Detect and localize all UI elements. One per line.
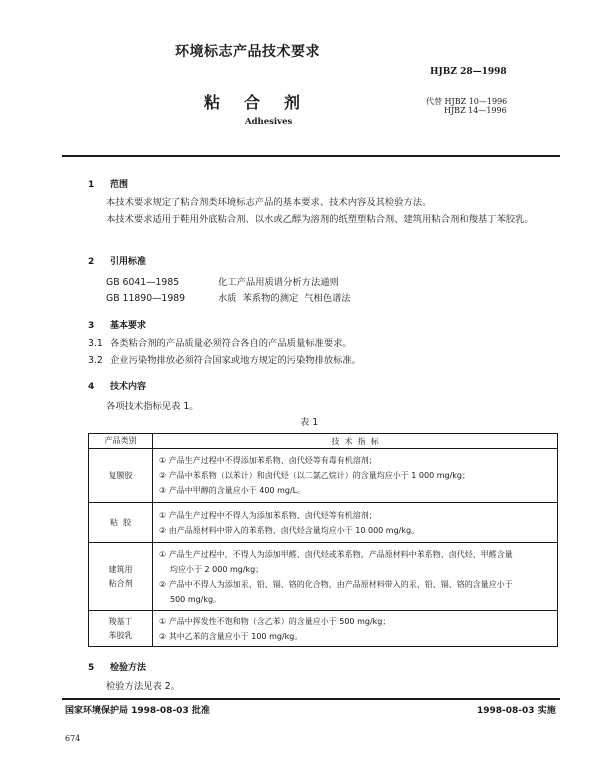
- section-5-heading: [88, 660, 146, 673]
- table-row: [89, 503, 558, 543]
- section-5-intro: 检验方法见表 2。: [106, 681, 180, 692]
- category-label: 粘合剂: [108, 578, 133, 588]
- header-divider: [62, 155, 560, 157]
- section-3-heading: [88, 318, 146, 331]
- technical-requirements-table: [88, 433, 558, 647]
- reference-name: 化工产品用质谱分析方法通则: [218, 277, 339, 288]
- product-category-cell: [89, 503, 153, 543]
- section-2-heading: [88, 254, 146, 267]
- requirements-cell: [153, 503, 558, 543]
- section-4-title: 技术内容: [110, 382, 147, 392]
- product-category-cell: [89, 449, 153, 503]
- reference-code: GB 11890—1989: [106, 293, 186, 304]
- product-name-cn: 粘合剂: [204, 93, 325, 112]
- requirement-number: 3.2: [88, 355, 103, 366]
- product-name-en: Adhesives: [245, 117, 293, 127]
- requirement-line: ① 产品生产过程中不得添加苯系物、卤代烃等有毒有机溶剂；: [159, 456, 377, 465]
- requirement-text: 企业污染物排放必须符合国家或地方规定的污染物排放标准。: [110, 355, 362, 366]
- reference-name: 水质 苯系物的测定 气相色谱法: [218, 293, 351, 304]
- section-4-heading: [88, 379, 146, 392]
- category-label: 苯胶乳: [108, 630, 133, 640]
- replaces-code-1: HJBZ 10—1996: [444, 97, 508, 106]
- requirement-line: ② 产品中苯系物（以苯计）和卤代烃（以二氯乙烷计）的含量均应小于 1 000 mg/kg；: [159, 471, 470, 480]
- footer-divider: [62, 698, 560, 700]
- table-row: [89, 611, 558, 647]
- requirements-cell: [153, 449, 558, 503]
- reference-item: [106, 291, 351, 306]
- requirement-line: ② 产品中不得人为添加汞、铅、镉、铬的化合物，由产品原材料带入的汞、铅、镉、铬的含量应小于: [159, 579, 513, 589]
- category-label: 粘 胶: [109, 517, 132, 527]
- replaces-label: 代替: [426, 97, 442, 106]
- section-1-heading: [88, 177, 128, 190]
- requirement-item: [88, 337, 352, 351]
- requirement-line: ③ 产品中甲醇的含量应小于 400 mg/L。: [159, 486, 306, 495]
- reference-item: [106, 275, 339, 290]
- table-header-row: [89, 434, 558, 449]
- product-category-cell: [89, 543, 153, 611]
- category-label: 羧基丁: [108, 616, 133, 626]
- table-row: [89, 449, 558, 503]
- section-5-title: 检验方法: [110, 663, 147, 673]
- column-header-requirements: 技 术 指 标: [153, 434, 558, 449]
- requirement-line: ② 其中乙苯的含量应小于 100 mg/kg。: [159, 631, 303, 641]
- requirements-cell: [153, 611, 558, 647]
- requirement-line: 500 mg/kg。: [170, 594, 222, 604]
- section-3-number: 3: [88, 321, 95, 331]
- section-5-number: 5: [88, 663, 95, 673]
- requirement-line: ① 产品生产过程中不得人为添加苯系物、卤代烃等有机溶剂；: [159, 510, 377, 520]
- requirements-cell: [153, 543, 558, 611]
- section-1-number: 1: [88, 180, 95, 190]
- section-2-number: 2: [88, 257, 95, 267]
- section-4-number: 4: [88, 382, 95, 392]
- section-1-paragraph-1: 本技术要求规定了粘合剂类环境标志产品的基本要求、技术内容及其检验方法。: [106, 197, 432, 208]
- section-2-title: 引用标准: [110, 257, 147, 267]
- table-row: [89, 543, 558, 611]
- requirement-line: ① 产品中挥发性不饱和物（含乙苯）的含量应小于 500 mg/kg；: [159, 616, 391, 626]
- table-caption: 表 1: [300, 417, 319, 428]
- section-3-title: 基本要求: [110, 321, 147, 331]
- reference-code: GB 6041—1985: [106, 277, 180, 288]
- requirement-line: ① 产品生产过程中，不得人为添加甲醛、卤代烃或苯系物，产品原材料中苯系物、卤代烃、甲醛含量: [159, 549, 513, 559]
- replaces-code-2: HJBZ 14—1996: [444, 106, 507, 115]
- section-4-intro: 各项技术指标见表 1。: [106, 401, 199, 412]
- section-1-paragraph-2: 本技术要求适用于鞋用外底粘合剂、以水或乙醇为溶剂的纸塑塑粘合剂、建筑用粘合剂和羧基丁苯胶乳。: [106, 214, 534, 225]
- requirement-item: [88, 354, 361, 368]
- column-header-category: 产品类别: [89, 434, 153, 449]
- category-label: 建筑用: [108, 564, 133, 574]
- standard-code: HJBZ 28—1998: [430, 67, 507, 77]
- category-label: 复膜胶: [108, 470, 133, 480]
- page-number: 674: [65, 734, 81, 743]
- main-title: 环境标志产品技术要求: [175, 44, 320, 60]
- requirement-line: ② 由产品原材料中带入的苯系物、卤代烃含量均应小于 10 000 mg/kg。: [159, 525, 420, 535]
- requirement-line: 均应小于 2 000 mg/kg；: [170, 564, 264, 574]
- effective-date: 1998-08-03 实施: [477, 706, 556, 716]
- product-category-cell: [89, 611, 153, 647]
- section-1-title: 范围: [110, 180, 129, 190]
- requirement-text: 各类粘合剂的产品质量必须符合各自的产品质量标准要求。: [110, 338, 352, 349]
- requirement-number: 3.1: [88, 338, 103, 349]
- issuing-authority: 国家环境保护局 1998-08-03 批准: [65, 706, 210, 716]
